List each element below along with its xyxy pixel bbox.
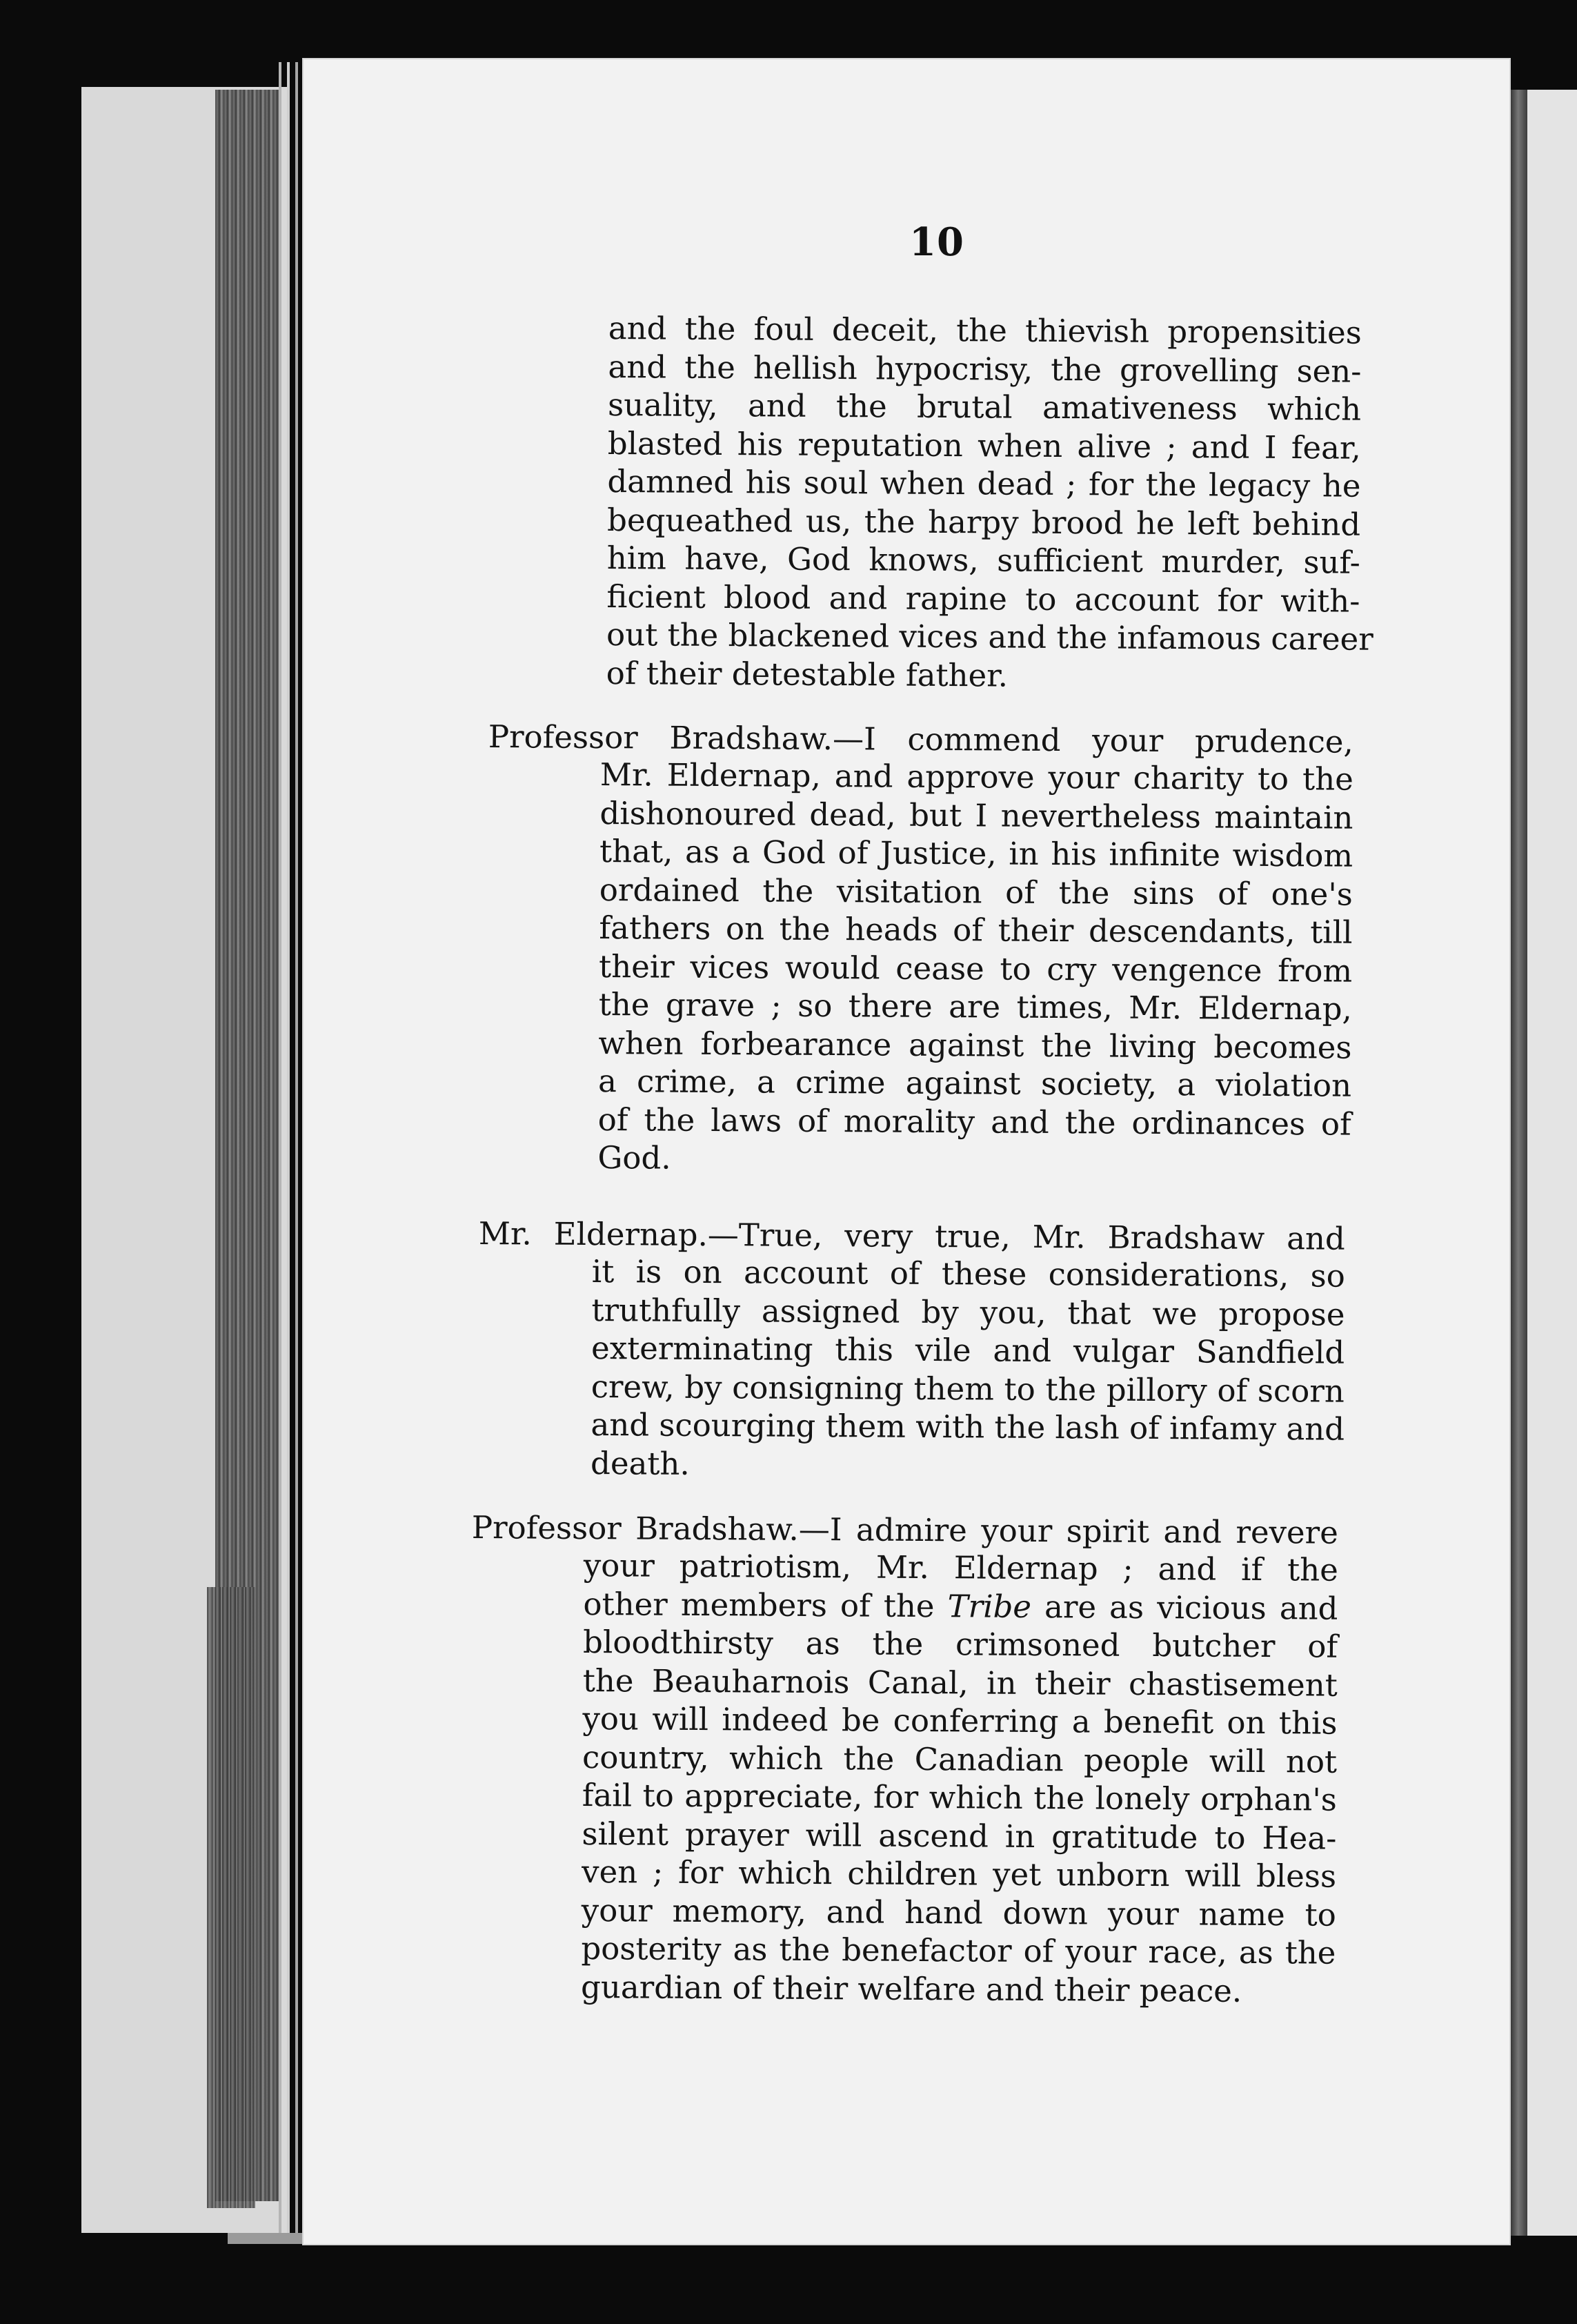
page-edge-line: [279, 62, 281, 2236]
right-backing-sheet: [1527, 90, 1577, 2236]
text-line: ven ; for which children yet unborn will bless: [581, 1853, 1337, 1895]
text-line: ficient blood and rapine to account for with-: [606, 578, 1360, 620]
text-line: ordained the visitation of the sins of one's: [599, 871, 1353, 913]
speech-professor-bradshaw-2-body: [581, 1546, 1338, 2011]
text-line: when forbearance against the living becomes: [598, 1024, 1352, 1066]
text-line: fathers on the heads of their descendants, till: [599, 909, 1353, 951]
text-line: death.: [590, 1444, 690, 1482]
text-line: you will indeed be conferring a benefit on this: [582, 1700, 1338, 1742]
text-line: God.: [597, 1139, 671, 1176]
text-line: your patriotism, Mr. Eldernap ; and if the: [583, 1547, 1338, 1588]
text-line: bloodthirsty as the crimsoned butcher of: [582, 1623, 1338, 1665]
italic-word-tribe: Tribe: [947, 1587, 1032, 1625]
page-edge-line: [287, 62, 290, 2236]
text-line: that, as a God of Justice, in his infinite wisdom: [599, 832, 1353, 874]
speech-first-line: [479, 1214, 1345, 1258]
speech-mr-eldernap-body: [591, 1252, 1345, 1487]
speech-mr-eldernap: [479, 1214, 1345, 1258]
text-line: and scourging them with the lash of infamy and: [591, 1406, 1345, 1448]
text-line: exterminating this vile and vulgar Sandfield: [591, 1329, 1345, 1371]
speech-text: —I admire your spirit and revere: [798, 1510, 1338, 1551]
page-number: 10: [909, 219, 964, 265]
speaker-name: Mr. Eldernap.: [478, 1215, 708, 1254]
text-line: country, which the Canadian people will not: [582, 1738, 1338, 1780]
text-line: truthfully assigned by you, that we propose: [591, 1291, 1345, 1333]
text-line: and the hellish hypocrisy, the grovelling sen-: [608, 348, 1362, 390]
speech-first-line: [472, 1508, 1338, 1552]
speech-first-line: [488, 718, 1353, 761]
paragraph-continuation: [606, 309, 1373, 697]
speech-text: —True, very true, Mr. Bradshaw and: [707, 1217, 1345, 1257]
text-line: the grave ; so there are times, Mr. Eldernap,: [598, 985, 1352, 1027]
text-line: a crime, a crime against society, a violation: [597, 1062, 1352, 1104]
text-line: damned his soul when dead ; for the legacy he: [607, 462, 1361, 504]
text-line: suality, and the brutal amativeness which: [607, 386, 1362, 428]
text-line: him have, God knows, sufficient murder, suf-: [606, 539, 1360, 581]
text-line: dishonoured dead, but I nevertheless maintain: [599, 794, 1353, 836]
text-line: their vices would cease to cry vengence from: [598, 947, 1353, 989]
text-line: your memory, and hand down your name to: [581, 1891, 1336, 1933]
text-line: other members of the Tribe are as vicious and: [583, 1585, 1338, 1627]
text-line: of their detestable father.: [606, 654, 1009, 694]
text-line: out the blackened vices and the infamous career: [606, 616, 1373, 658]
speech-professor-bradshaw-1-body: [597, 756, 1353, 1181]
speaker-name: Professor Bradshaw.: [488, 718, 833, 758]
text-line: fail to appreciate, for which the lonely orphan's: [582, 1776, 1337, 1818]
text-line: it is on account of these considerations, so: [591, 1253, 1345, 1294]
text-line: guardian of their welfare and their peace.: [580, 1968, 1242, 2009]
text-line: the Beauharnois Canal, in their chastisement: [582, 1662, 1338, 1704]
speech-text: —I commend your prudence,: [832, 720, 1353, 760]
text-line: bequeathed us, the harpy brood he left behind: [606, 501, 1361, 543]
speech-professor-bradshaw-1: [488, 718, 1353, 761]
text-line: of the laws of morality and the ordinances of: [597, 1101, 1351, 1143]
text-line: crew, by consigning them to the pillory of scorn: [591, 1368, 1345, 1410]
binding-strip-lower: [207, 1587, 255, 2208]
text-line: blasted his reputation when alive ; and I fear,: [607, 424, 1361, 466]
speaker-name: Professor Bradshaw.: [471, 1509, 799, 1548]
text-line: Mr. Eldernap, and approve your charity to the: [599, 756, 1353, 798]
text-line: and the foul deceit, the thievish propensities: [608, 309, 1362, 351]
page-edge-line: [295, 62, 298, 2236]
text-line: silent prayer will ascend in gratitude to Hea-: [582, 1815, 1337, 1857]
speech-professor-bradshaw-2: [472, 1508, 1338, 1552]
text-line: posterity as the benefactor of your race, as the: [581, 1929, 1336, 1971]
